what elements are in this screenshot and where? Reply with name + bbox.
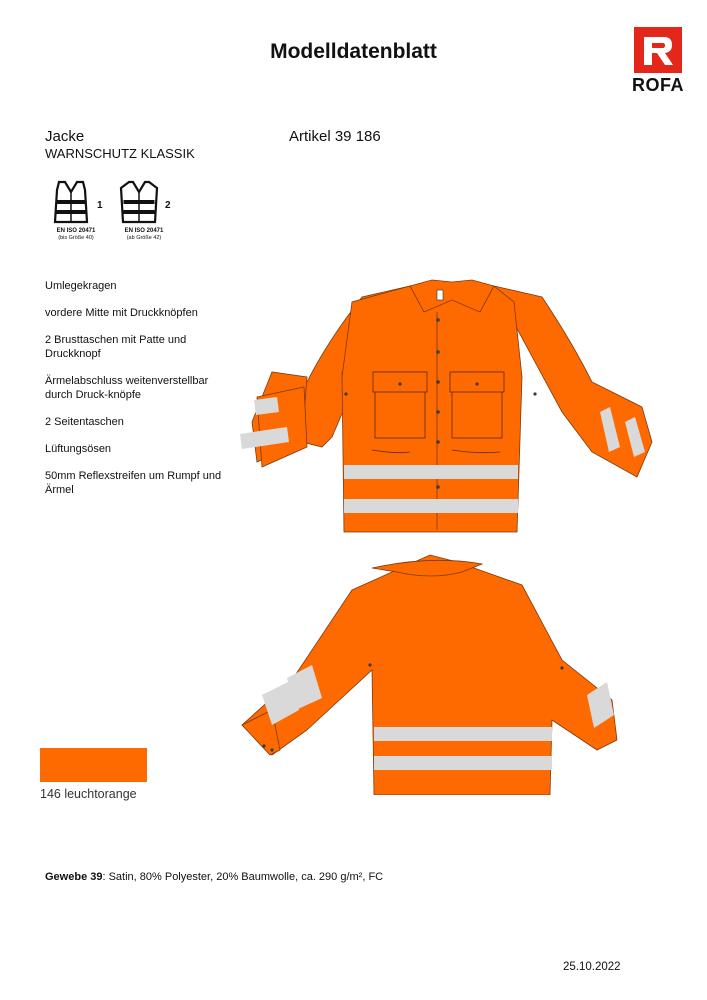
product-name: Jacke [45, 128, 85, 145]
rofa-logo [628, 25, 688, 97]
back-reflective-stripe [374, 756, 552, 770]
jacket-back-illustration [232, 550, 632, 795]
hi-vis-vest-class-1-icon [45, 178, 97, 226]
feature-item: Lüftungsösen [45, 443, 112, 455]
body-reflective-stripe [344, 465, 518, 479]
feature-item: vordere Mitte mit Druckknöpfen [45, 307, 198, 319]
cert-standard-2: EN ISO 20471 [124, 228, 164, 234]
document-date: 25.10.2022 [563, 961, 621, 973]
feature-item: Ärmelabschluss weitenverstellbar durch Druck-knöpfe [45, 375, 209, 401]
certification-badge-class-1 [45, 178, 107, 241]
hi-vis-vest-class-2-icon [113, 178, 165, 226]
fabric-label: Gewebe 39 [45, 871, 103, 883]
back-reflective-stripe [374, 727, 552, 741]
certification-badge-class-2 [113, 178, 175, 241]
cert-standard-1: EN ISO 20471 [56, 228, 96, 234]
color-swatch [40, 748, 147, 782]
product-line: WARNSCHUTZ KLASSIK [45, 146, 195, 161]
body-reflective-stripe [344, 499, 518, 513]
feature-item: 2 Seitentaschen [45, 416, 124, 428]
fabric-description: : Satin, 80% Polyester, 20% Baumwolle, ca. 290 g/m², FC [102, 871, 384, 883]
cert-class-1: 1 [97, 200, 103, 211]
feature-item: 2 Brusttaschen mit Patte und Druckknopf [45, 334, 187, 360]
feature-item: Umlegekragen [45, 280, 117, 292]
rofa-logo-icon [628, 25, 688, 75]
feature-list [45, 279, 235, 510]
article-number: Artikel 39 186 [289, 128, 381, 145]
cert-note-1: (bis Größe 40) [58, 235, 94, 241]
cert-class-2: 2 [165, 200, 171, 211]
brand-name: ROFA [631, 75, 684, 95]
fabric-info [45, 871, 383, 883]
sleeve-reflective-stripe [254, 397, 279, 415]
feature-item: 50mm Reflexstreifen um Rumpf und Ärmel [45, 470, 222, 496]
jacket-front-illustration [232, 272, 672, 542]
color-label: 146 leuchtorange [40, 787, 137, 801]
page-title: Modelldatenblatt [270, 40, 437, 63]
cert-note-2: (ab Größe 42) [126, 235, 162, 241]
